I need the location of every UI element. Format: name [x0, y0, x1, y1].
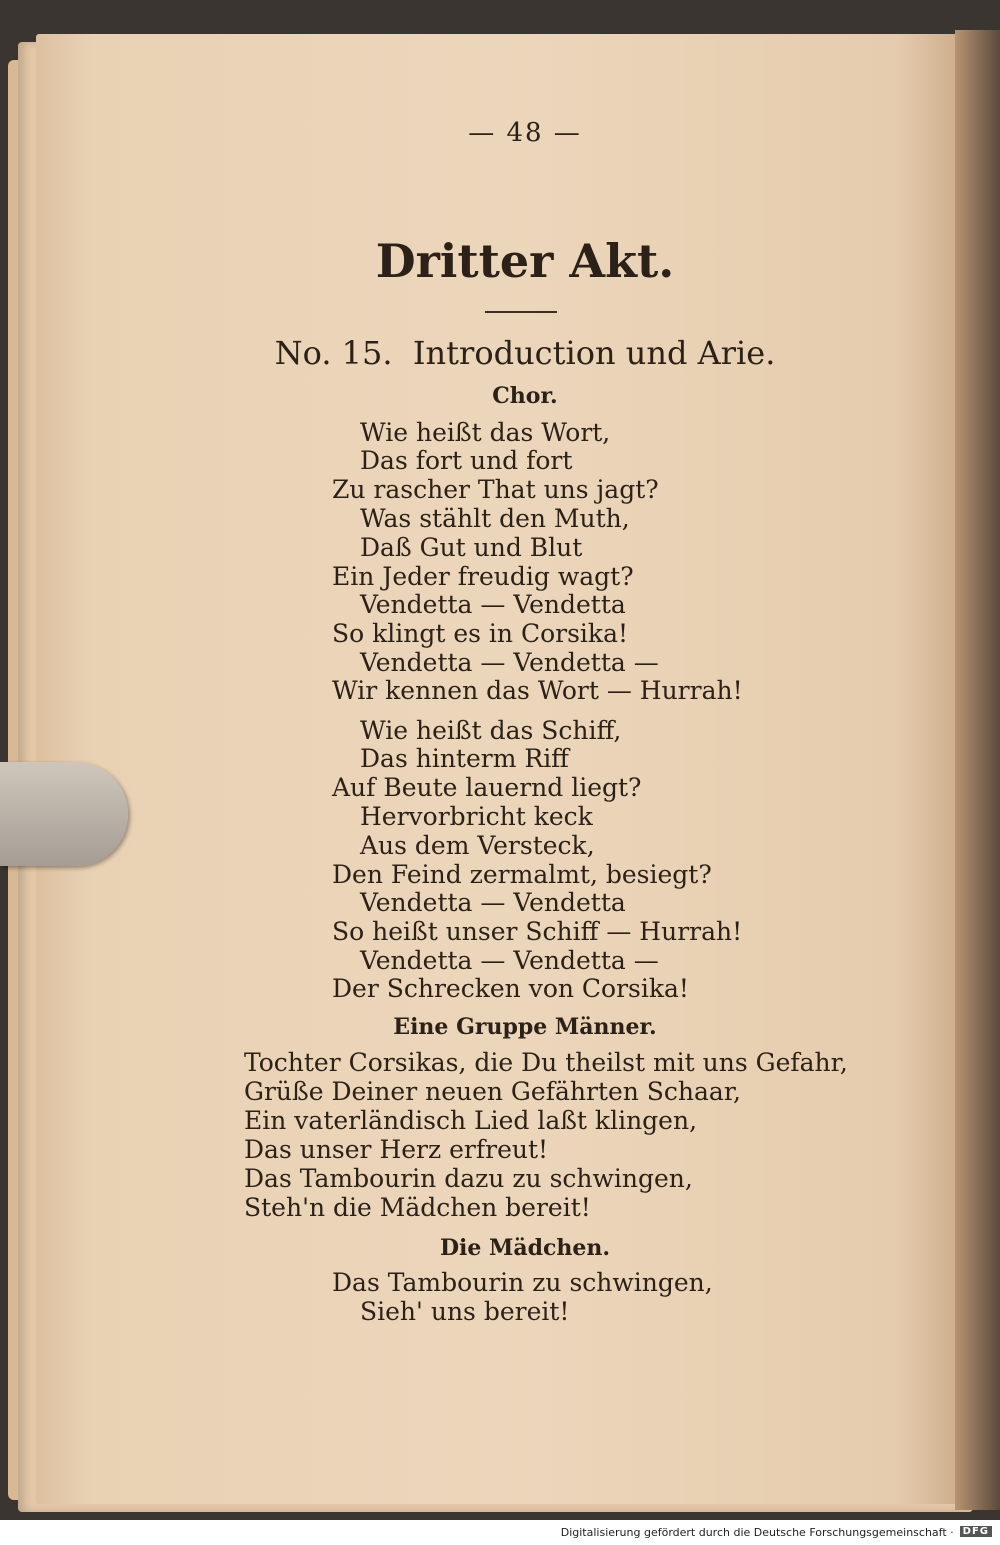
footer-text: Digitalisierung gefördert durch die Deutsche Forschungsgemeinschaft · — [560, 1526, 954, 1539]
verse-line: Wir kennen das Wort — Hurrah! — [332, 676, 743, 705]
number-title: No. 15. Introduction und Arie. — [274, 334, 776, 372]
role-heading-chor: Chor. — [492, 383, 558, 409]
verse-line: Das unser Herz erfreut! — [244, 1135, 549, 1164]
paper-clip — [0, 762, 128, 866]
verse-line: Den Feind zermalmt, besiegt? — [332, 860, 712, 889]
role-heading-maenner: Eine Gruppe Männer. — [393, 1014, 657, 1040]
verse-line: Vendetta — Vendetta — — [360, 648, 659, 677]
verse-line: Steh'n die Mädchen bereit! — [244, 1193, 591, 1222]
verse-line: Aus dem Versteck, — [360, 831, 595, 860]
verse-line: Ein Jeder freudig wagt? — [332, 562, 634, 591]
dfg-logo: DFG — [960, 1526, 992, 1537]
verse-line: Tochter Corsikas, die Du theilst mit uns Gefahr, — [244, 1048, 848, 1077]
verse-line: Was stählt den Muth, — [360, 504, 630, 533]
verse-line: Zu rascher That uns jagt? — [332, 475, 659, 504]
act-title: Dritter Akt. — [375, 234, 675, 288]
verse-line: Daß Gut und Blut — [360, 533, 583, 562]
verse-line: Wie heißt das Schiff, — [360, 716, 622, 745]
verse-line: Grüße Deiner neuen Gefährten Schaar, — [244, 1077, 741, 1106]
verse-line: So heißt unser Schiff — Hurrah! — [332, 917, 743, 946]
verse-line: So klingt es in Corsika! — [332, 619, 629, 648]
title-rule — [485, 311, 557, 313]
digitization-footer — [0, 1520, 1000, 1545]
verse-line: Vendetta — Vendetta — [360, 590, 626, 619]
role-heading-maedchen: Die Mädchen. — [439, 1235, 611, 1261]
verse-line: Das hinterm Riff — [360, 744, 569, 773]
verse-line: Hervorbricht keck — [360, 802, 593, 831]
verse-line: Ein vaterländisch Lied laßt klingen, — [244, 1106, 698, 1135]
verse-line: Auf Beute lauernd liegt? — [332, 773, 642, 802]
verse-line: Das Tambourin dazu zu schwingen, — [244, 1164, 693, 1193]
verse-line: Der Schrecken von Corsika! — [332, 974, 689, 1003]
verse-line: Vendetta — Vendetta — — [360, 946, 659, 975]
page-number: — 48 — — [468, 118, 582, 148]
verse-line: Das fort und fort — [360, 446, 573, 475]
verse-line: Wie heißt das Wort, — [360, 418, 611, 447]
verse-line: Sieh' uns bereit! — [360, 1297, 570, 1326]
verse-line: Vendetta — Vendetta — [360, 888, 626, 917]
verse-line: Das Tambourin zu schwingen, — [332, 1268, 713, 1297]
